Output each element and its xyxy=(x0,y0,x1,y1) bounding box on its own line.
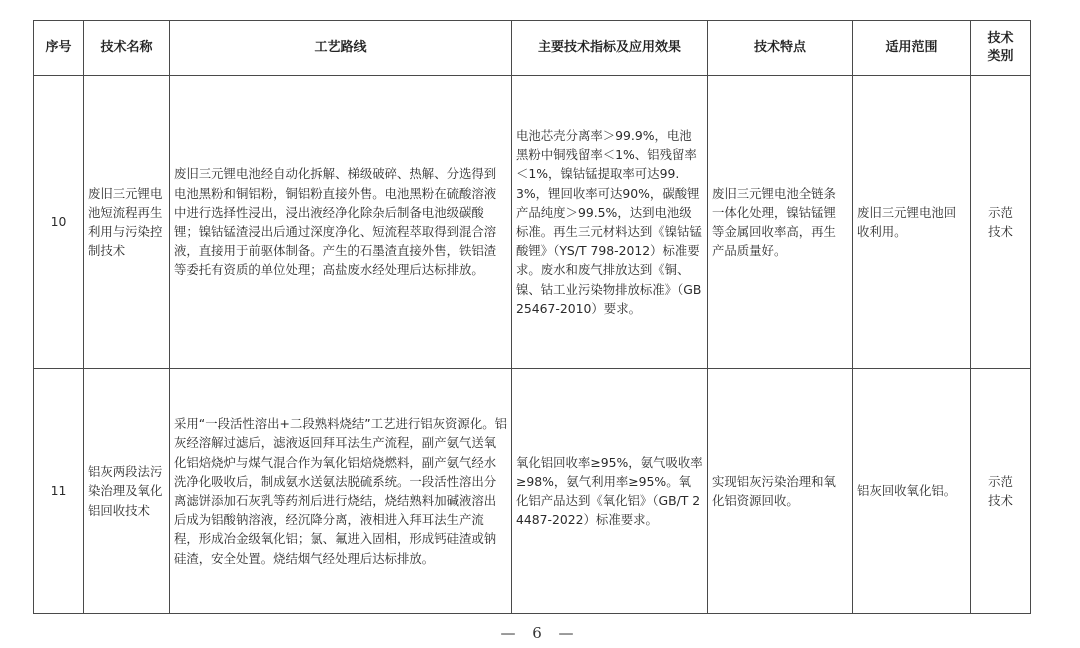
header-category: 技术 类别 xyxy=(971,21,1031,76)
technology-table xyxy=(33,20,1031,614)
header-name: 技术名称 xyxy=(84,21,170,76)
header-no: 序号 xyxy=(34,21,84,76)
technical-indicators: 氧化铝回收率≥95%，氨气吸收率≥98%，氨气利用率≥95%。氧化铝产品达到《氧化铝》（GB/T 24487-2022）标准要求。 xyxy=(512,369,708,614)
technical-features: 废旧三元锂电池全链条一体化处理，镍钴锰锂等金属回收率高，再生产品质量好。 xyxy=(708,76,853,369)
application-scope: 废旧三元锂电池回收利用。 xyxy=(853,76,971,369)
table-row xyxy=(34,76,1031,369)
row-number: 10 xyxy=(34,76,84,369)
header-route: 工艺路线 xyxy=(170,21,512,76)
header-indicators: 主要技术指标及应用效果 xyxy=(512,21,708,76)
header-scope: 适用范围 xyxy=(853,21,971,76)
technology-name: 铝灰两段法污染治理及氧化铝回收技术 xyxy=(84,369,170,614)
technical-features: 实现铝灰污染治理和氧化铝资源回收。 xyxy=(708,369,853,614)
technology-category: 示范 技术 xyxy=(971,76,1031,369)
header-row xyxy=(34,21,1031,76)
row-number: 11 xyxy=(34,369,84,614)
application-scope: 铝灰回收氧化铝。 xyxy=(853,369,971,614)
header-features: 技术特点 xyxy=(708,21,853,76)
process-route: 采用“一段活性溶出+二段熟料烧结”工艺进行铝灰资源化。铝灰经溶解过滤后，滤液返回拜耳法生产流程，副产氨气送氧化铝焙烧炉与煤气混合作为氧化铝焙烧燃料，副产氨气经水洗净化吸收后，制成氨水送氨法脱硫系统。一段活性溶出分离滤饼添加石灰乳等药剂后进行烧结，烧结熟料加碱液溶出后成为铝酸钠溶液，经沉降分离，液相进入拜耳法生产流程，形成冶金级氧化铝；氯、氟进入固相，形成钙硅渣或钠硅渣，安全处置。烧结烟气经处理后达标排放。 xyxy=(170,369,512,614)
technology-category: 示范 技术 xyxy=(971,369,1031,614)
table-row xyxy=(34,369,1031,614)
page-number: — 6 — xyxy=(500,624,580,642)
technology-name: 废旧三元锂电池短流程再生利用与污染控制技术 xyxy=(84,76,170,369)
technical-indicators: 电池芯壳分离率＞99.9%，电池黑粉中铜残留率＜1%、铝残留率＜1%，镍钴锰提取率可达99.3%，锂回收率可达90%，碳酸锂产品纯度＞99.5%，达到电池级标准。再生三元材料达到《镍钴锰酸锂》（YS/T 798-2012）标准要求。废水和废气排放达到《铜、镍、钴工业污染物排放标准》（GB 25467-2010）要求。 xyxy=(512,76,708,369)
process-route: 废旧三元锂电池经自动化拆解、梯级破碎、热解、分选得到电池黑粉和铜铝粉，铜铝粉直接外售。电池黑粉在硫酸溶液中进行选择性浸出，浸出液经净化除杂后制备电池级碳酸锂；镍钴锰渣浸出后通过深度净化、短流程萃取得到混合溶液，直接用于前驱体制备。产生的石墨渣直接外售，铁铝渣等委托有资质的单位处理；高盐废水经处理后达标排放。 xyxy=(170,76,512,369)
